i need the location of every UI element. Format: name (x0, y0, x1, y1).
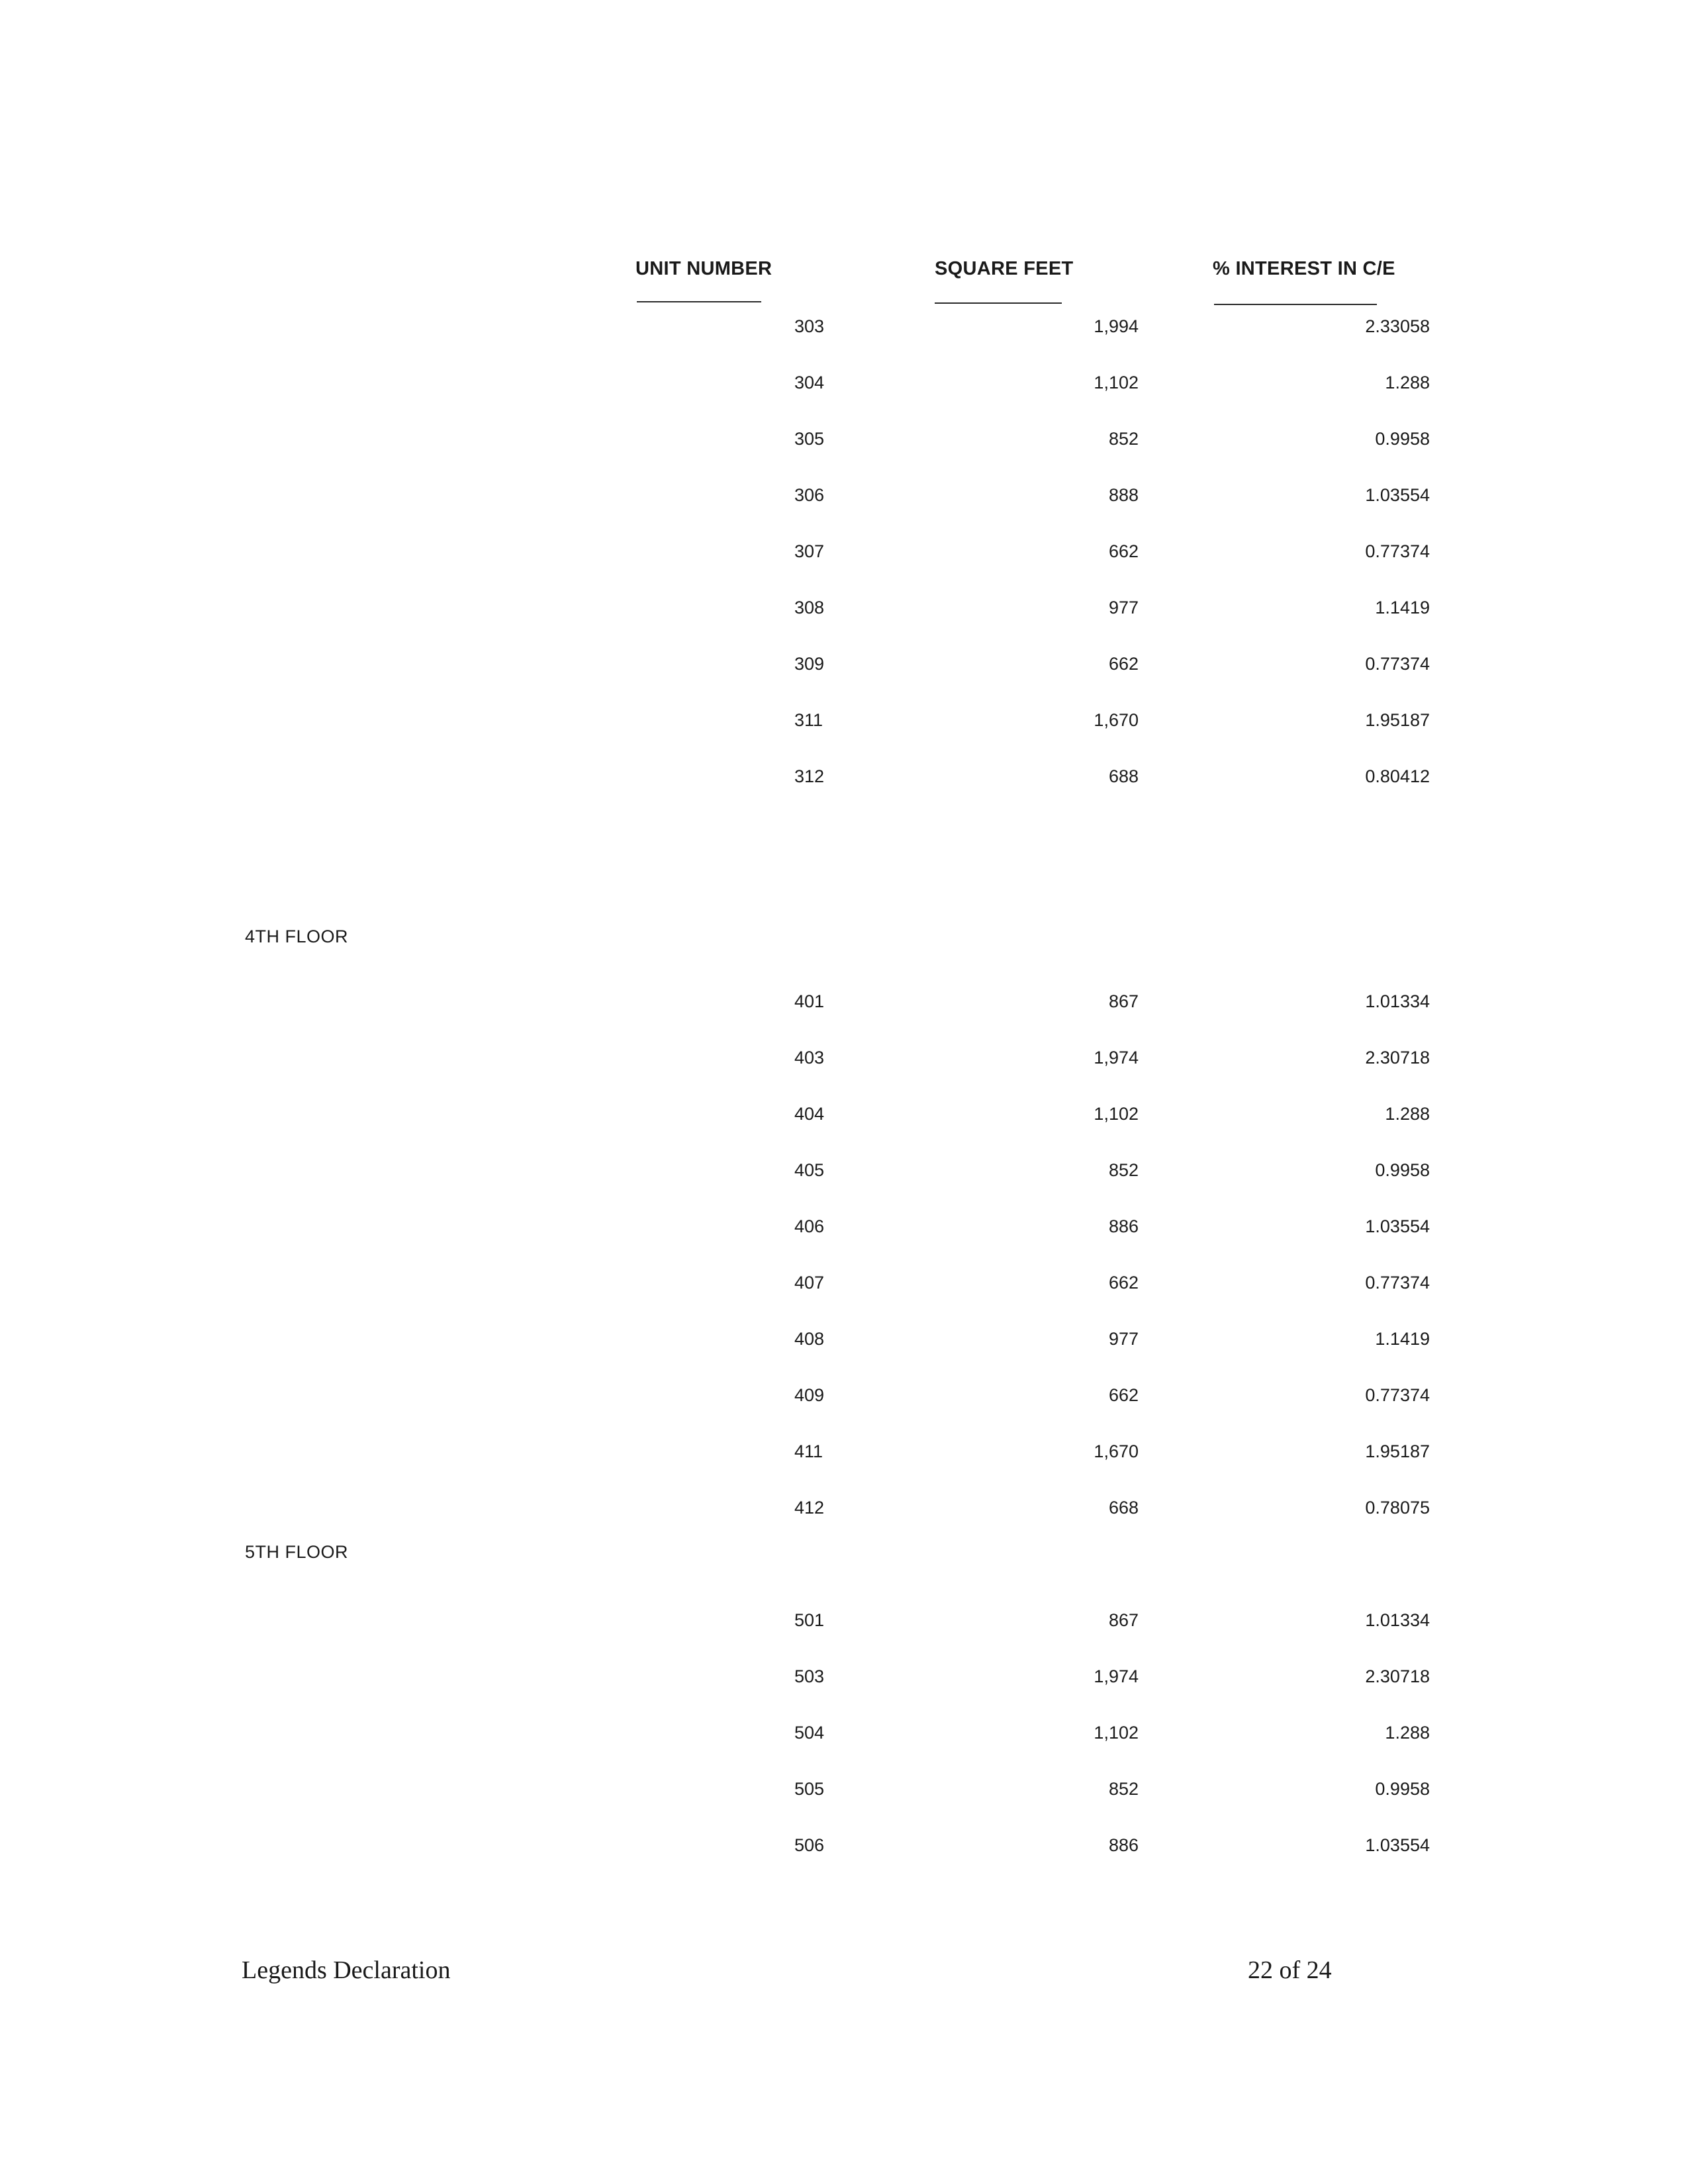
table-cell-interest: 0.77374 (1365, 1273, 1430, 1293)
table-cell-unit-number: 312 (794, 766, 825, 786)
table-cell-interest: 0.80412 (1365, 766, 1430, 786)
table-cell-unit-number: 506 (794, 1835, 825, 1855)
table-cell-square-feet: 1,670 (1094, 710, 1139, 730)
table-cell-interest: 1.01334 (1365, 991, 1430, 1011)
table-cell-unit-number: 412 (794, 1498, 825, 1518)
table-cell-unit-number: 404 (794, 1104, 825, 1124)
table-cell-square-feet: 886 (1108, 1216, 1139, 1236)
table-cell-interest: 0.9958 (1375, 1160, 1430, 1180)
table-cell-unit-number: 309 (794, 654, 825, 674)
table-cell-unit-number: 501 (794, 1610, 825, 1630)
table-cell-interest: 0.9958 (1375, 1779, 1430, 1799)
table-cell-square-feet: 1,974 (1094, 1666, 1139, 1686)
table-cell-interest: 1.03554 (1365, 485, 1430, 505)
header-unit-number: UNIT NUMBER (635, 258, 773, 279)
section-label-5th-floor: 5TH FLOOR (245, 1542, 349, 1562)
table-cell-interest: 1.1419 (1375, 598, 1430, 617)
header-underline-interest (1214, 304, 1377, 305)
table-cell-unit-number: 504 (794, 1723, 825, 1743)
table-cell-square-feet: 1,102 (1094, 373, 1139, 392)
table-cell-unit-number: 306 (794, 485, 825, 505)
table-cell-interest: 0.77374 (1365, 654, 1430, 674)
table-cell-unit-number: 408 (794, 1329, 825, 1349)
table-cell-unit-number: 403 (794, 1048, 825, 1068)
table-cell-square-feet: 688 (1108, 766, 1139, 786)
table-cell-interest: 0.9958 (1375, 429, 1430, 449)
table-cell-square-feet: 662 (1108, 1273, 1139, 1293)
table-cell-unit-number: 304 (794, 373, 825, 392)
table-cell-unit-number: 503 (794, 1666, 825, 1686)
table-cell-unit-number: 311 (794, 710, 823, 730)
table-cell-interest: 1.01334 (1365, 1610, 1430, 1630)
section-label-4th-floor: 4TH FLOOR (245, 927, 349, 946)
table-cell-interest: 0.77374 (1365, 541, 1430, 561)
table-cell-unit-number: 406 (794, 1216, 825, 1236)
table-cell-unit-number: 409 (794, 1385, 825, 1405)
table-cell-unit-number: 308 (794, 598, 825, 617)
table-cell-square-feet: 662 (1108, 654, 1139, 674)
table-cell-square-feet: 1,102 (1094, 1723, 1139, 1743)
table-cell-square-feet: 867 (1108, 1610, 1139, 1630)
table-cell-unit-number: 505 (794, 1779, 825, 1799)
table-cell-unit-number: 305 (794, 429, 825, 449)
table-cell-square-feet: 977 (1108, 1329, 1139, 1349)
table-cell-square-feet: 662 (1108, 541, 1139, 561)
table-cell-square-feet: 852 (1108, 429, 1139, 449)
table-cell-square-feet: 662 (1108, 1385, 1139, 1405)
table-cell-square-feet: 852 (1108, 1160, 1139, 1180)
table-cell-interest: 1.03554 (1365, 1835, 1430, 1855)
table-cell-interest: 0.77374 (1365, 1385, 1430, 1405)
table-cell-square-feet: 888 (1108, 485, 1139, 505)
table-cell-unit-number: 405 (794, 1160, 825, 1180)
table-cell-square-feet: 886 (1108, 1835, 1139, 1855)
table-cell-square-feet: 1,994 (1094, 316, 1139, 336)
table-cell-interest: 1.95187 (1365, 710, 1430, 730)
header-underline-sqft (935, 302, 1062, 304)
table-cell-interest: 1.03554 (1365, 1216, 1430, 1236)
table-cell-interest: 1.288 (1385, 1104, 1430, 1124)
header-underline-unit (637, 301, 761, 302)
table-cell-interest: 1.1419 (1375, 1329, 1430, 1349)
table-cell-square-feet: 867 (1108, 991, 1139, 1011)
footer-document-title: Legends Declaration (242, 1956, 451, 1984)
table-cell-unit-number: 401 (794, 991, 825, 1011)
header-interest: % INTEREST IN C/E (1213, 258, 1395, 279)
table-cell-square-feet: 668 (1108, 1498, 1139, 1518)
table-cell-square-feet: 1,102 (1094, 1104, 1139, 1124)
header-square-feet: SQUARE FEET (935, 258, 1074, 279)
table-cell-square-feet: 1,974 (1094, 1048, 1139, 1068)
table-cell-unit-number: 407 (794, 1273, 825, 1293)
table-cell-unit-number: 411 (794, 1441, 823, 1461)
table-cell-square-feet: 1,670 (1094, 1441, 1139, 1461)
table-cell-interest: 2.30718 (1365, 1048, 1430, 1068)
table-cell-interest: 1.288 (1385, 373, 1430, 392)
table-cell-interest: 1.95187 (1365, 1441, 1430, 1461)
table-cell-square-feet: 852 (1108, 1779, 1139, 1799)
table-cell-interest: 1.288 (1385, 1723, 1430, 1743)
table-cell-interest: 0.78075 (1365, 1498, 1430, 1518)
table-cell-interest: 2.33058 (1365, 316, 1430, 336)
table-cell-unit-number: 303 (794, 316, 825, 336)
table-cell-unit-number: 307 (794, 541, 825, 561)
table-cell-square-feet: 977 (1108, 598, 1139, 617)
table-cell-interest: 2.30718 (1365, 1666, 1430, 1686)
footer-page-number: 22 of 24 (1248, 1956, 1332, 1984)
